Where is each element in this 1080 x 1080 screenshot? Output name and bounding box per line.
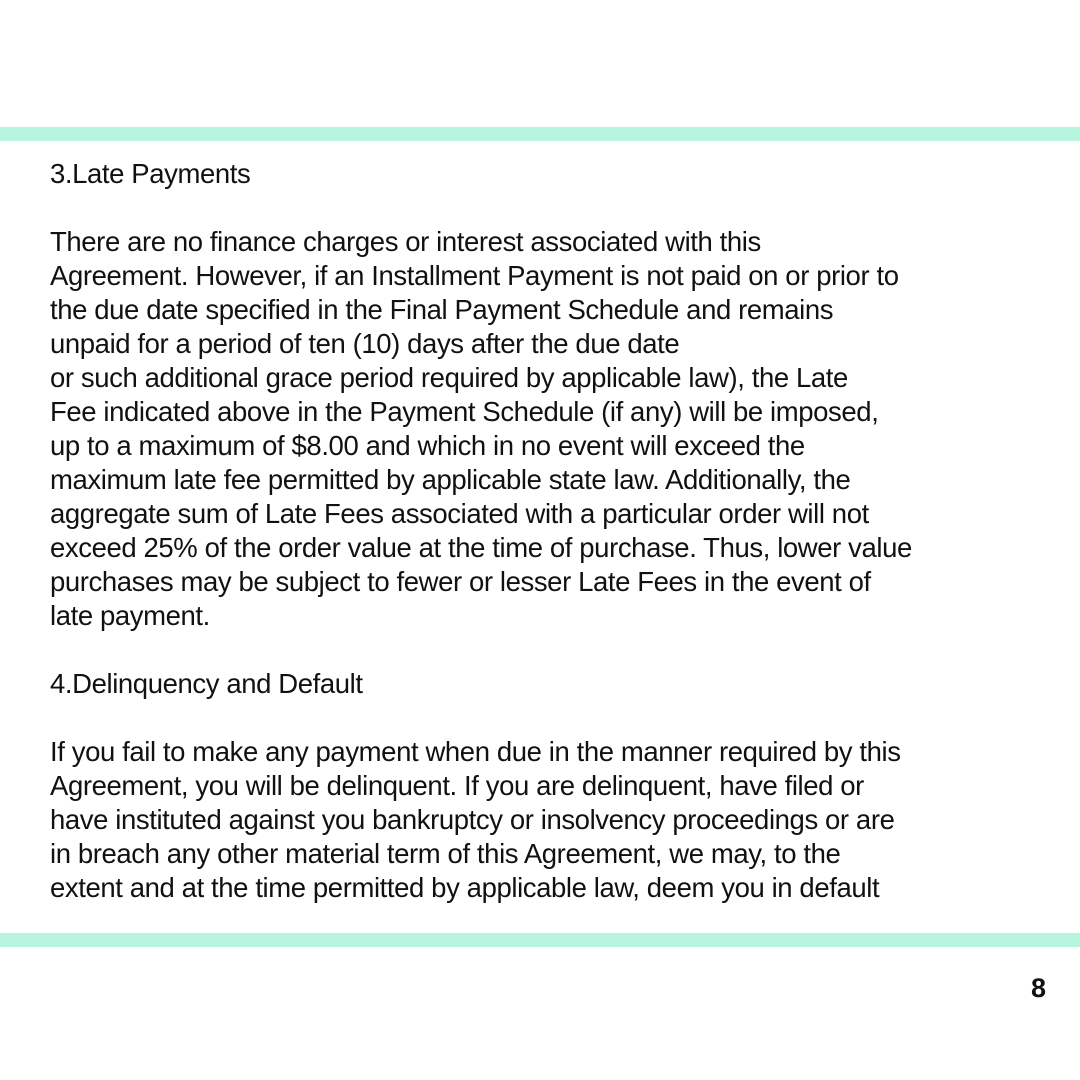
paragraph-line: Agreement. However, if an Installment Payment is not paid on or prior to <box>50 260 899 291</box>
paragraph-line: There are no finance charges or interest associated with this <box>50 226 761 257</box>
paragraph-line: have instituted against you bankruptcy or insolvency proceedings or are <box>50 804 895 835</box>
bottom-accent-band <box>0 933 1080 947</box>
paragraph-line: aggregate sum of Late Fees associated with a particular order will not <box>50 498 869 529</box>
section-heading: 3.Late Payments <box>50 158 251 189</box>
section-paragraph <box>50 735 1050 905</box>
paragraph-line: exceed 25% of the order value at the time of purchase. Thus, lower value <box>50 532 912 563</box>
top-accent-band <box>0 127 1080 141</box>
paragraph-gap <box>50 701 1050 735</box>
paragraph-line: extent and at the time permitted by applicable law, deem you in default <box>50 872 880 903</box>
paragraph-line: or such additional grace period required by applicable law), the Late <box>50 362 848 393</box>
section-late-payments <box>50 157 1050 633</box>
section-paragraph <box>50 225 1050 633</box>
paragraph-line: maximum late fee permitted by applicable state law. Additionally, the <box>50 464 851 495</box>
paragraph-line: up to a maximum of $8.00 and which in no event will exceed the <box>50 430 805 461</box>
paragraph-gap <box>50 191 1050 225</box>
paragraph-line: late payment. <box>50 600 210 631</box>
section-gap <box>50 633 1050 667</box>
paragraph-line: unpaid for a period of ten (10) days after the due date <box>50 328 680 359</box>
paragraph-line: purchases may be subject to fewer or lesser Late Fees in the event of <box>50 566 871 597</box>
paragraph-line: If you fail to make any payment when due in the manner required by this <box>50 736 901 767</box>
document-body <box>50 157 1050 905</box>
paragraph-line: Fee indicated above in the Payment Schedule (if any) will be imposed, <box>50 396 879 427</box>
paragraph-line: Agreement, you will be delinquent. If you are delinquent, have filed or <box>50 770 864 801</box>
section-heading: 4.Delinquency and Default <box>50 668 363 699</box>
page-number: 8 <box>1030 973 1046 1003</box>
paragraph-line: the due date specified in the Final Payment Schedule and remains <box>50 294 834 325</box>
paragraph-line: in breach any other material term of this Agreement, we may, to the <box>50 838 841 869</box>
section-delinquency-default <box>50 667 1050 905</box>
